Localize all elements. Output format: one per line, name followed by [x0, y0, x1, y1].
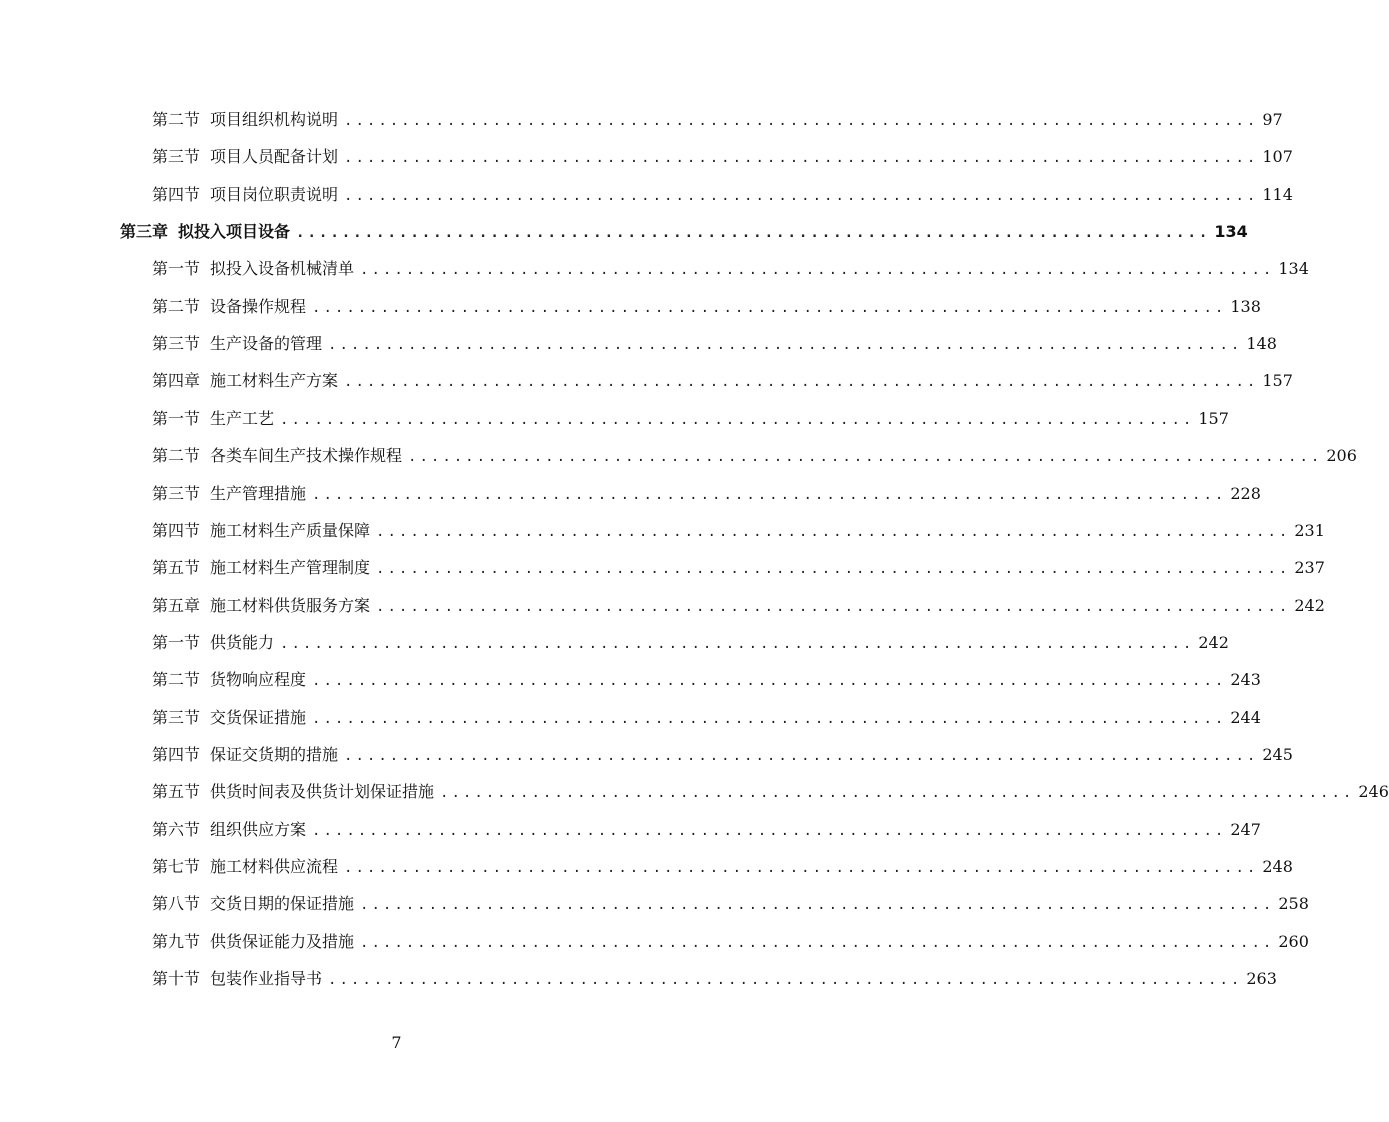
toc-entry-title: 组织供应方案 [210, 819, 307, 839]
toc-entry-number: 第二节 [152, 296, 201, 316]
toc-entry-title: 施工材料生产质量保障 [210, 520, 371, 540]
dot-leader: ................................................................................ [328, 337, 1243, 354]
dot-leader: ................................................................................ [360, 262, 1275, 279]
toc-entry-page: 260 [1278, 931, 1309, 951]
dot-leader: ................................................................................ [312, 486, 1227, 503]
toc-entry-number: 第二节 [152, 110, 201, 129]
toc-entry-number: 第四节 [152, 520, 201, 540]
dot-leader: ................................................................................ [376, 561, 1291, 578]
dot-leader: ................................................................................ [296, 225, 1211, 242]
toc-chapter-entry[interactable] [120, 219, 1248, 245]
toc-entry-title: 拟投入设备机械清单 [210, 259, 355, 279]
dot-leader: ................................................................................ [344, 187, 1259, 204]
toc-entry-number: 第八节 [152, 894, 201, 914]
toc-entry-number: 第三节 [152, 147, 201, 167]
toc-entry-page: 231 [1294, 520, 1325, 540]
toc-section-entry[interactable] [152, 779, 1389, 805]
toc-section-entry[interactable] [152, 144, 1293, 170]
toc-entry-page: 228 [1230, 483, 1261, 503]
toc-entry-title: 设备操作规程 [210, 296, 307, 316]
toc-section-entry[interactable] [152, 331, 1277, 357]
toc-section-entry[interactable] [152, 705, 1261, 731]
toc-entry-page: 243 [1230, 670, 1261, 690]
toc-section-entry[interactable] [152, 406, 1229, 432]
toc-section-entry[interactable] [152, 555, 1325, 581]
toc-section-entry[interactable] [152, 742, 1293, 768]
page-number: 7 [391, 1033, 402, 1052]
toc-entry-number: 第二节 [152, 446, 201, 466]
toc-entry-title: 项目岗位职责说明 [210, 184, 339, 204]
toc-section-entry[interactable] [152, 518, 1325, 544]
toc-entry-title: 供货保证能力及措施 [210, 931, 355, 951]
toc-entry-title: 生产管理措施 [210, 483, 307, 503]
dot-leader: ................................................................................ [312, 710, 1227, 727]
toc-section-entry[interactable] [152, 107, 1283, 133]
toc-entry-page: 263 [1246, 969, 1277, 989]
toc-entry-page: 258 [1278, 894, 1309, 914]
toc-entry-title: 货物响应程度 [210, 670, 307, 690]
toc-entry-number: 第四节 [152, 744, 201, 764]
toc-entry-number: 第三节 [152, 483, 201, 503]
toc-entry-number: 第二节 [152, 670, 201, 690]
toc-entry-title: 拟投入项目设备 [178, 222, 291, 242]
toc-section-entry[interactable] [152, 929, 1309, 955]
toc-entry-title: 供货时间表及供货计划保证措施 [210, 782, 435, 802]
toc-entry-page: 157 [1198, 408, 1229, 428]
dot-leader: ................................................................................ [280, 411, 1195, 428]
dot-leader: ................................................................................ [280, 635, 1195, 652]
toc-section-entry[interactable] [152, 481, 1261, 507]
dot-leader: ................................................................................ [344, 747, 1259, 764]
dot-leader: ................................................................................ [360, 934, 1275, 951]
toc-entry-number: 第十节 [152, 969, 201, 989]
toc-section-entry[interactable] [152, 294, 1261, 320]
toc-entry-page: 244 [1230, 707, 1261, 727]
toc-entry-page: 138 [1230, 296, 1261, 316]
toc-entry-page: 242 [1294, 595, 1325, 615]
toc-entry-title: 各类车间生产技术操作规程 [210, 446, 403, 466]
toc-entry-page: 134 [1278, 259, 1309, 279]
dot-leader: ................................................................................ [376, 523, 1291, 540]
toc-entry-page: 247 [1230, 819, 1261, 839]
toc-section-entry[interactable] [152, 966, 1277, 992]
toc-entry-title: 项目组织机构说明 [210, 110, 339, 129]
toc-entry-page: 245 [1262, 744, 1293, 764]
toc-entry-number: 第一节 [152, 632, 201, 652]
dot-leader: ................................................................................ [312, 673, 1227, 690]
toc-entry-number: 第三章 [120, 222, 169, 242]
toc-section-entry[interactable] [152, 817, 1261, 843]
toc-entry-title: 施工材料生产管理制度 [210, 558, 371, 578]
toc-entry-number: 第五节 [152, 558, 201, 578]
toc-entry-page: 114 [1262, 184, 1293, 204]
dot-leader: ................................................................................ [440, 785, 1355, 802]
toc-entry-page: 157 [1262, 371, 1293, 391]
dot-leader: ................................................................................ [376, 598, 1291, 615]
toc-entry-number: 第三节 [152, 334, 201, 354]
dot-leader: ................................................................................ [344, 374, 1259, 391]
toc-entry-title: 生产设备的管理 [210, 334, 323, 354]
toc-entry-page: 206 [1326, 446, 1357, 466]
toc-entry-title: 项目人员配备计划 [210, 147, 339, 167]
toc-entry-number: 第四章 [152, 371, 201, 391]
toc-entry-title: 交货保证措施 [210, 707, 307, 727]
toc-entry-page: 246 [1358, 782, 1389, 802]
toc-section-entry[interactable] [152, 854, 1293, 880]
toc-entry-page: 148 [1246, 334, 1277, 354]
toc-entry-title: 保证交货期的措施 [210, 744, 339, 764]
toc-entry-page: 242 [1198, 632, 1229, 652]
toc-entry-title: 施工材料供应流程 [210, 857, 339, 876]
toc-section-entry[interactable] [152, 593, 1325, 619]
toc-entry-number: 第六节 [152, 819, 201, 839]
toc-entry-page: 134 [1214, 222, 1248, 242]
toc-entry-page: 237 [1294, 558, 1325, 578]
toc-entry-number: 第三节 [152, 707, 201, 727]
toc-section-entry[interactable] [152, 891, 1309, 917]
toc-section-entry[interactable] [152, 630, 1229, 656]
toc-entry-title: 生产工艺 [210, 408, 275, 428]
toc-entry-number: 第四节 [152, 184, 201, 204]
toc-entry-number: 第五节 [152, 782, 201, 802]
toc-entry-title: 交货日期的保证措施 [210, 894, 355, 914]
toc-section-entry[interactable] [152, 256, 1309, 282]
toc-entry-title: 包装作业指导书 [210, 969, 323, 989]
dot-leader: ................................................................................ [408, 449, 1323, 466]
toc-entry-number: 第九节 [152, 931, 201, 951]
toc-section-entry[interactable] [152, 368, 1293, 394]
toc-section-entry[interactable] [152, 182, 1293, 208]
toc-section-entry[interactable] [152, 443, 1357, 469]
dot-leader: ................................................................................ [328, 972, 1243, 989]
dot-leader: ................................................................................ [344, 860, 1259, 876]
dot-leader: ................................................................................ [344, 150, 1259, 167]
toc-entry-number: 第五章 [152, 595, 201, 615]
toc-entry-title: 供货能力 [210, 632, 275, 652]
toc-section-entry[interactable] [152, 667, 1261, 693]
toc-entry-number: 第一节 [152, 408, 201, 428]
toc-entry-page: 248 [1262, 857, 1293, 876]
toc-entry-title: 施工材料供货服务方案 [210, 595, 371, 615]
toc-entry-page: 97 [1262, 110, 1283, 129]
toc-entry-number: 第一节 [152, 259, 201, 279]
dot-leader: ................................................................................ [344, 113, 1259, 129]
toc-entry-title: 施工材料生产方案 [210, 371, 339, 391]
dot-leader: ................................................................................ [360, 897, 1275, 914]
toc-entry-number: 第七节 [152, 857, 201, 876]
dot-leader: ................................................................................ [312, 299, 1227, 316]
toc-entry-page: 107 [1262, 147, 1293, 167]
dot-leader: ................................................................................ [312, 822, 1227, 839]
